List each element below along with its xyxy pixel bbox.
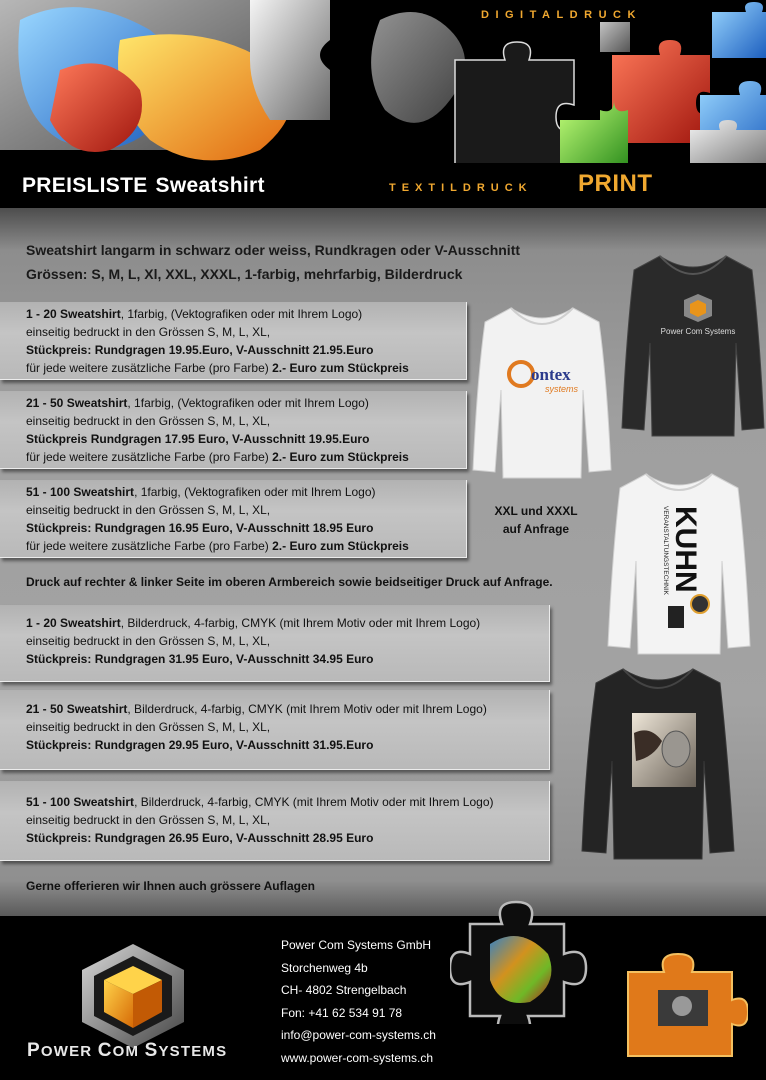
offer-price: Stückpreis: Rundgragen 31.95 Euro, V-Ausschnitt 34.95 Euro (26, 652, 374, 666)
xxl-note (482, 502, 590, 538)
offer-price: Stückpreis: Rundgragen 26.95 Euro, V-Ausschnitt 28.95 Euro (26, 831, 374, 845)
print-side-note: Druck auf rechter & linker Seite im oberen Armbereich sowie beidseitiger Druck auf Anfrage. (26, 575, 553, 589)
photo-offer-box-51-100 (0, 781, 550, 861)
offer-extra: für jede weitere zusätzliche Farbe (pro Farbe) 2.- Euro zum Stückpreis (26, 539, 409, 553)
offer-box-51-100 (0, 480, 467, 558)
black-shirt-powercom-image (618, 248, 766, 438)
offer-sizes: einseitig bedruckt in den Grössen S, M, L, XL, (26, 503, 271, 517)
price-list-content (0, 208, 766, 916)
offer-headline: 1 - 20 Sweatshirt, 1farbig, (Vektografiken oder mit Ihrem Logo) (26, 307, 363, 321)
white-shirt-contex-image (471, 300, 613, 480)
offer-box-21-50 (0, 391, 467, 469)
black-shirt-microphone-image (578, 661, 738, 861)
company-website[interactable]: www.power-com-systems.ch (281, 1050, 434, 1065)
company-name: Power Com Systems GmbH (281, 938, 432, 952)
closing-note: Gerne offerieren wir Ihnen auch grössere Auflagen (26, 879, 315, 893)
offer-headline: 51 - 100 Sweatshirt, Bilderdruck, 4-farbig, CMYK (mit Ihrem Motiv oder mit Ihrem Logo) (26, 795, 494, 809)
offer-sizes: einseitig bedruckt in den Grössen S, M, L, XL, (26, 414, 271, 428)
white-shirt-kuhn-image (604, 466, 754, 656)
puzzle-piece-color-icon (450, 884, 600, 1024)
title-preisliste: PREISLISTE (22, 174, 148, 197)
offer-headline: 21 - 50 Sweatshirt, Bilderdruck, 4-farbig, CMYK (mit Ihrem Motiv oder mit Ihrem Logo) (26, 702, 487, 716)
photo-offer-box-1-20 (0, 605, 550, 682)
header-banner (0, 0, 766, 212)
kuhn-shirt-subtext: VERANSTALTUNGSTECHNIK (662, 506, 669, 595)
intro-line-1: Sweatshirt langarm in schwarz oder weiss, Rundkragen oder V-Ausschnitt (26, 242, 521, 258)
textildruck-label: TEXTILDRUCK (389, 182, 533, 194)
offer-headline: 1 - 20 Sweatshirt, Bilderdruck, 4-farbig, CMYK (mit Ihrem Motiv oder mit Ihrem Logo) (26, 616, 481, 630)
photo-offer-box-21-50 (0, 690, 550, 770)
kuhn-shirt-text: KUHN (669, 506, 702, 593)
puzzle-piece-photo-icon (618, 952, 748, 1062)
intro-text (26, 238, 520, 286)
power-com-systems-logo-text: POWER COM SYSTEMS (27, 1040, 228, 1061)
offer-price: Stückpreis: Rundgragen 29.95 Euro, V-Ausschnitt 31.95.Euro (26, 738, 374, 752)
xxl-note-line-1: XXL und XXXL (494, 504, 578, 518)
power-com-systems-logo-icon (78, 942, 188, 1050)
company-city: CH- 4802 Strengelbach (281, 983, 407, 998)
company-address (281, 934, 436, 1070)
company-email[interactable]: info@power-com-systems.ch (281, 1028, 436, 1043)
footer (0, 916, 766, 1080)
offer-box-1-20 (0, 302, 467, 380)
offer-extra: für jede weitere zusätzliche Farbe (pro Farbe) 2.- Euro zum Stückpreis (26, 361, 409, 375)
company-phone: Fon: +41 62 534 91 78 (281, 1005, 403, 1020)
xxl-note-line-2: auf Anfrage (502, 522, 570, 536)
contex-logo-subtext: systems (545, 384, 579, 394)
offer-extra: für jede weitere zusätzliche Farbe (pro Farbe) 2.- Euro zum Stückpreis (26, 450, 409, 464)
offer-headline: 21 - 50 Sweatshirt, 1farbig, (Vektografiken oder mit Ihrem Logo) (26, 396, 369, 410)
company-street: Storchenweg 4b (281, 960, 368, 975)
offer-sizes: einseitig bedruckt in den Grössen S, M, L, XL, (26, 813, 271, 827)
powercom-shirt-text: Power Com Systems (660, 327, 736, 336)
offer-sizes: einseitig bedruckt in den Grössen S, M, L, XL, (26, 634, 271, 648)
offer-sizes: einseitig bedruckt in den Grössen S, M, L, XL, (26, 325, 271, 339)
title-sweatshirt: Sweatshirt (155, 174, 265, 197)
offer-price: Stückpreis: Rundgragen 19.95.Euro, V-Ausschnitt 21.95.Euro (26, 343, 374, 357)
offer-price: Stückpreis Rundgragen 17.95 Euro, V-Ausschnitt 19.95.Euro (26, 432, 370, 446)
print-label: PRINT (578, 170, 653, 197)
intro-line-2: Grössen: S, M, L, Xl, XXL, XXXL, 1-farbig, mehrfarbig, Bilderdruck (26, 266, 463, 282)
offer-price: Stückpreis: Rundgragen 16.95 Euro, V-Ausschnitt 18.95 Euro (26, 521, 374, 535)
contex-logo-text: ontex (531, 365, 571, 384)
offer-headline: 51 - 100 Sweatshirt, 1farbig, (Vektografiken oder mit Ihrem Logo) (26, 485, 376, 499)
offer-sizes: einseitig bedruckt in den Grössen S, M, L, XL, (26, 720, 271, 734)
page-title (22, 174, 265, 198)
puzzle-banner-image (0, 0, 766, 170)
digitaldruck-label: DIGITALDRUCK (481, 9, 642, 21)
